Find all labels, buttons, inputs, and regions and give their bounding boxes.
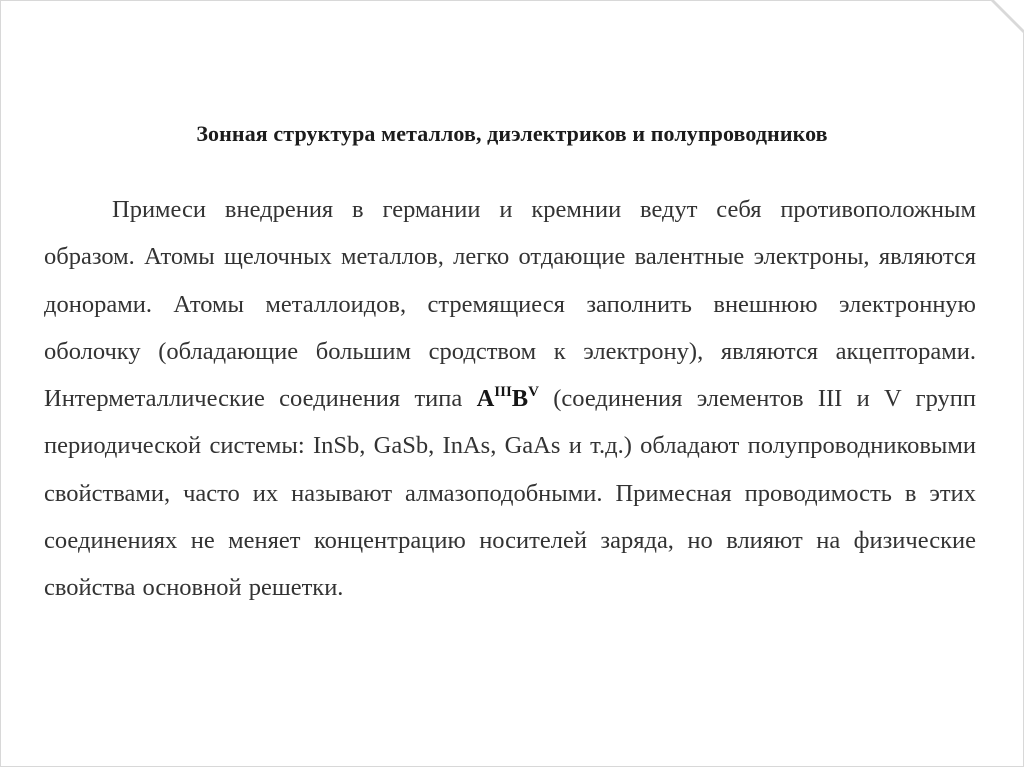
- paragraph-text-part2: (соединения элементов III и V групп периодической системы: InSb, GaSb, InAs, GaAs и т.д.) обладают полупроводниковыми свойствами, часто их называют алмазоподобными. Примесная проводимость в этих соединениях не меняет концентрацию носителей заряда, но влияют на физические свойства основной решетки.: [44, 385, 977, 602]
- formula-base-a: A: [476, 385, 495, 413]
- page-corner-fold-inner: [994, 0, 1024, 30]
- slide-title: Зонная структура металлов, диэлектриков и полупроводников: [196, 121, 828, 146]
- formula-base-b: B: [511, 385, 529, 413]
- formula-a3b5: [477, 385, 539, 412]
- body-paragraph: [44, 186, 976, 612]
- formula-superscript-b: V: [528, 384, 539, 401]
- formula-superscript-a: III: [494, 384, 512, 401]
- paragraph-text-part1: Примеси внедрения в германии и кремнии ведут себя противоположным образом. Атомы щелочных металлов, легко отдающие валентные электроны, являются донорами. Атомы металлоидов, стремящиеся заполнить внешнюю электронную оболочку (обладающие большим сродством к электрону), являются акцепторами. Интерметаллические соединения типа: [44, 196, 976, 413]
